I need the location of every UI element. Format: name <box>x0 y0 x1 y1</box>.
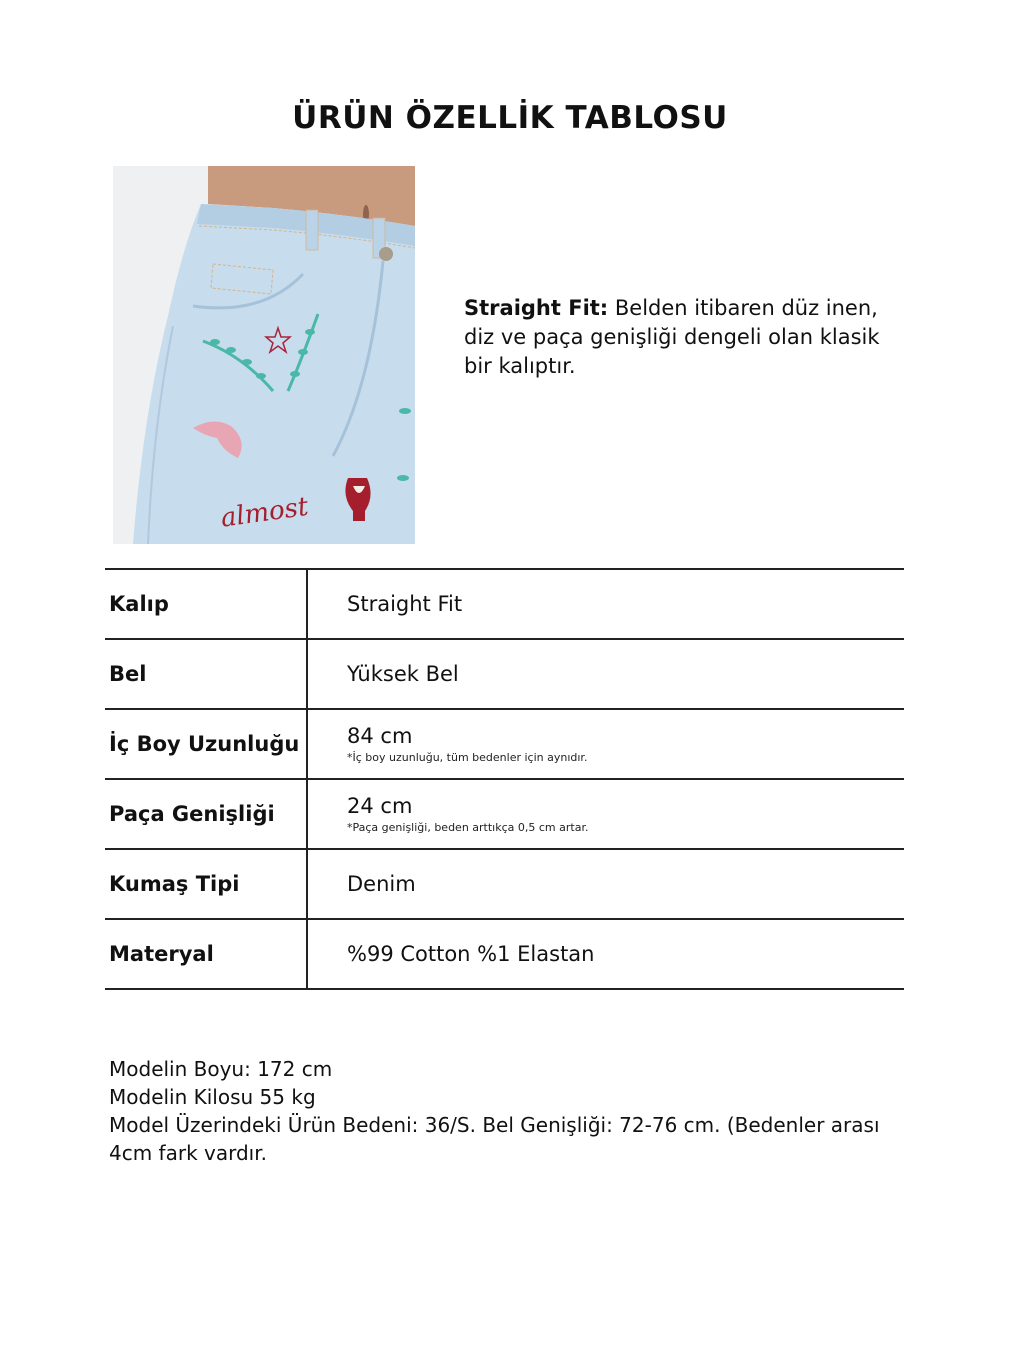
spec-label: Paça Genişliği <box>105 780 308 848</box>
product-image <box>113 166 415 544</box>
spec-row-kalip <box>105 570 904 640</box>
spec-row-kumas <box>105 850 904 920</box>
jeans-illustration <box>113 166 415 544</box>
spec-label: Bel <box>105 640 308 708</box>
spec-value: Straight Fit <box>347 592 463 616</box>
spec-value: Denim <box>347 872 416 896</box>
spec-value-cell <box>308 570 904 638</box>
spec-label: Kalıp <box>105 570 308 638</box>
spec-value: 24 cm <box>347 794 413 818</box>
spec-value: Yüksek Bel <box>347 662 459 686</box>
spec-value: 84 cm <box>347 724 413 748</box>
model-info <box>109 1055 909 1167</box>
spec-row-bel <box>105 640 904 710</box>
spec-label: Kumaş Tipi <box>105 850 308 918</box>
spec-value: %99 Cotton %1 Elastan <box>347 942 595 966</box>
spec-label: İç Boy Uzunluğu <box>105 710 308 778</box>
spec-row-ic-boy <box>105 710 904 780</box>
spec-table <box>105 568 904 990</box>
spec-label: Materyal <box>105 920 308 988</box>
spec-value-cell <box>308 920 904 988</box>
fit-name: Straight Fit: <box>464 296 609 320</box>
fit-description-text: Belden itibaren düz inen, diz ve paça genişliği dengeli olan klasik bir kalıptır. <box>464 296 880 378</box>
spec-row-materyal <box>105 920 904 990</box>
model-size: Model Üzerindeki Ürün Bedeni: 36/S. Bel Genişliği: 72-76 cm. (Bedenler arası 4cm fark vardır. <box>109 1113 880 1165</box>
spec-note: *Paça genişliği, beden arttıkça 0,5 cm artar. <box>347 821 589 834</box>
spec-row-paca <box>105 780 904 850</box>
spec-value-cell <box>308 640 904 708</box>
spec-value-cell <box>308 780 904 848</box>
spec-note: *İç boy uzunluğu, tüm bedenler için aynıdır. <box>347 751 588 764</box>
model-height: Modelin Boyu: 172 cm <box>109 1057 333 1081</box>
svg-text:almost: almost <box>218 491 311 534</box>
spec-value-cell <box>308 710 904 778</box>
fit-description <box>464 294 904 381</box>
spec-value-cell <box>308 850 904 918</box>
page-title: ÜRÜN ÖZELLİK TABLOSU <box>292 100 728 136</box>
model-weight: Modelin Kilosu 55 kg <box>109 1085 316 1109</box>
